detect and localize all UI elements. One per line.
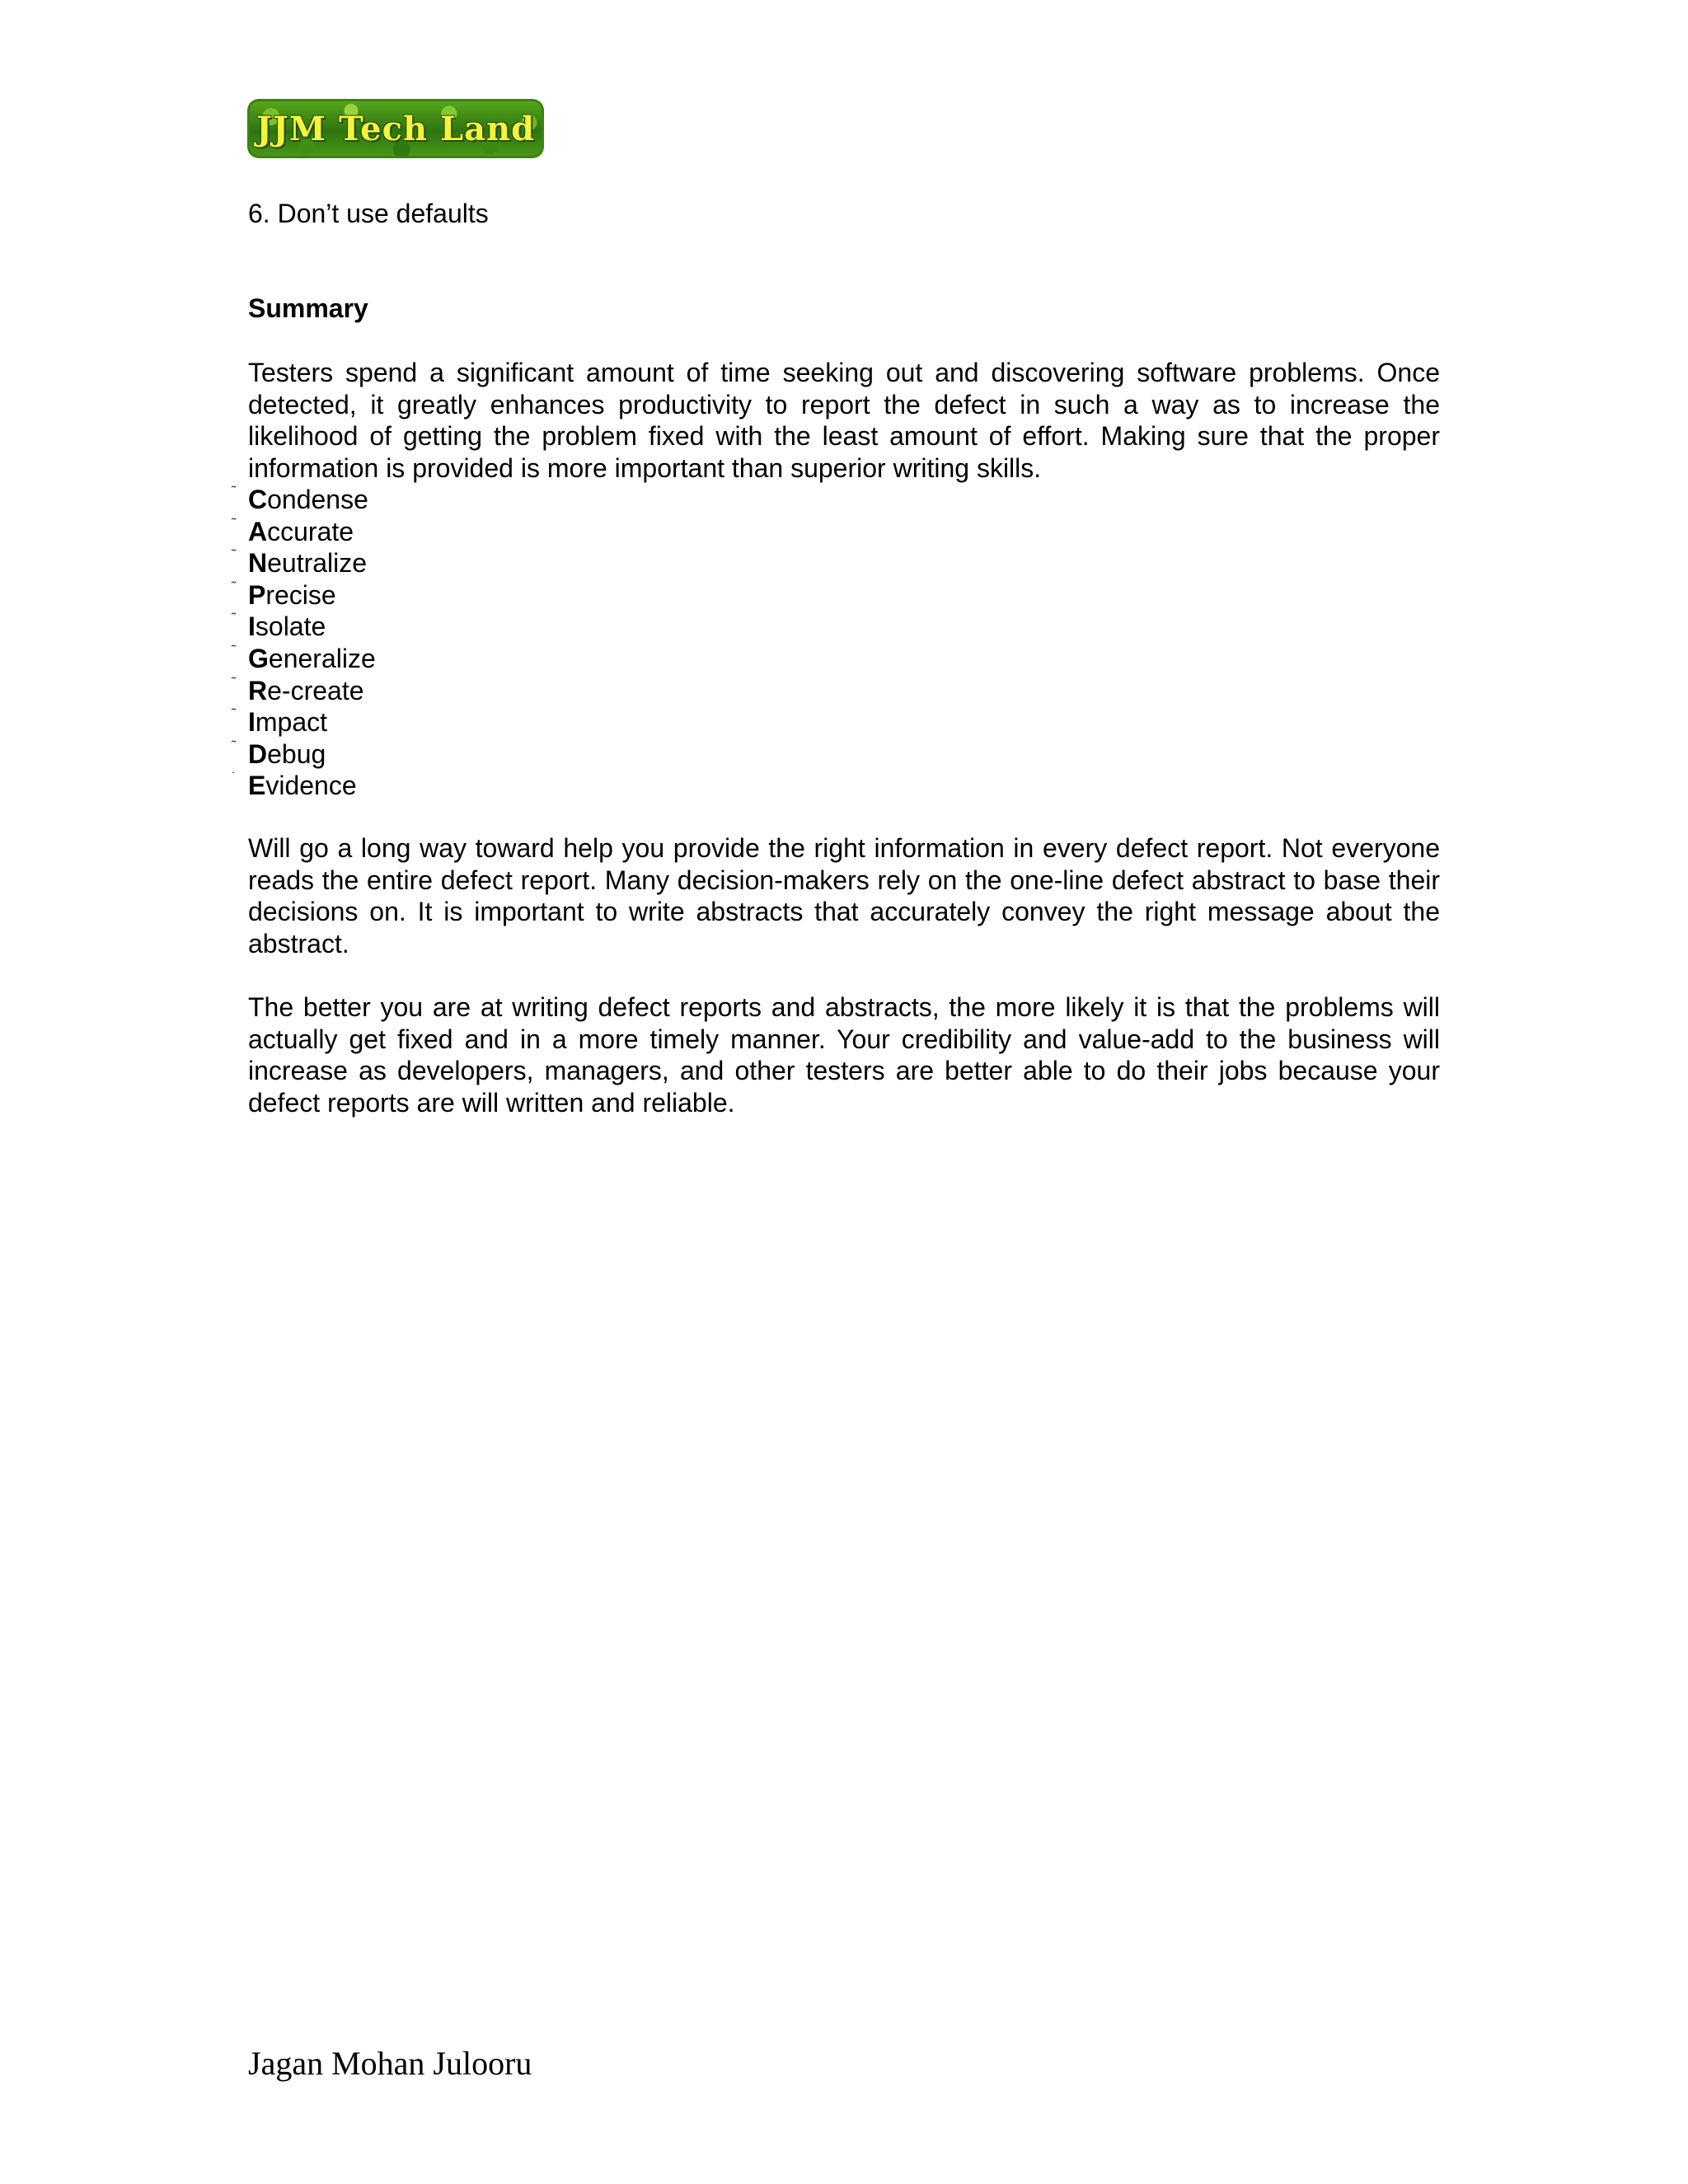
jjm-tech-land-logo xyxy=(247,99,544,158)
bullet-icon: ˜ xyxy=(232,612,237,626)
summary-paragraph-1: Testers spend a significant amount of time seeking out and discovering software problems. Once detected, it greatly enhances productivity to report the defect in such a way as to increase the likelihood of getting the problem fixed with the least amount of effort. Making sure that the proper information is provided is more important than superior writing skills. xyxy=(248,358,1440,483)
bullet-icon: ˜ xyxy=(232,707,237,722)
list-item: ˜ Impact xyxy=(232,707,328,738)
bullet-icon: ˜ xyxy=(232,548,237,563)
list-item: ˜ Accurate xyxy=(232,516,354,546)
list-item: ˜ Re-create xyxy=(232,675,364,705)
summary-paragraph-2: Will go a long way toward help you provide the right information in every defect report. Not everyone reads the entire defect report. Many decision-makers rely on the one-line defect abstract to base their decisions on. It is important to write abstracts that accurately convey the right message about the abstract. xyxy=(248,833,1440,958)
logo-text: JJM Tech Land xyxy=(256,109,536,148)
list-item: ˜ Generalize xyxy=(232,643,376,673)
bullet-icon: ˜ xyxy=(232,738,237,753)
list-item: ˜ Isolate xyxy=(232,612,326,642)
list-item: ˜ Neutralize xyxy=(232,548,368,579)
bullet-icon: ˜ xyxy=(232,643,237,658)
item-heading: 6. Don’t use defaults xyxy=(248,199,489,228)
list-item: ˜ Debug xyxy=(232,738,326,769)
list-item: ˜ Precise xyxy=(232,579,336,610)
footer-author: Jagan Mohan Julooru xyxy=(248,2045,532,2082)
bullet-icon: ˜ xyxy=(232,675,237,690)
list-item: ˜ Condense xyxy=(232,485,368,514)
canpigride-list xyxy=(232,484,376,802)
bullet-icon: ˜ xyxy=(232,579,237,594)
bullet-icon: ˜ xyxy=(232,485,237,499)
bullet-icon: ˙ xyxy=(232,771,237,785)
summary-title: Summary xyxy=(248,293,368,323)
list-item: ˙ Evidence xyxy=(232,771,357,801)
bullet-icon: ˜ xyxy=(232,516,237,531)
summary-paragraph-3: The better you are at writing defect reports and abstracts, the more likely it is that the problems will actually get fixed and in a more timely manner. Your credibility and value-add to the business will increase as developers, managers, and other testers are better able to do their jobs because your defect reports are will written and reliable. xyxy=(248,992,1440,1118)
